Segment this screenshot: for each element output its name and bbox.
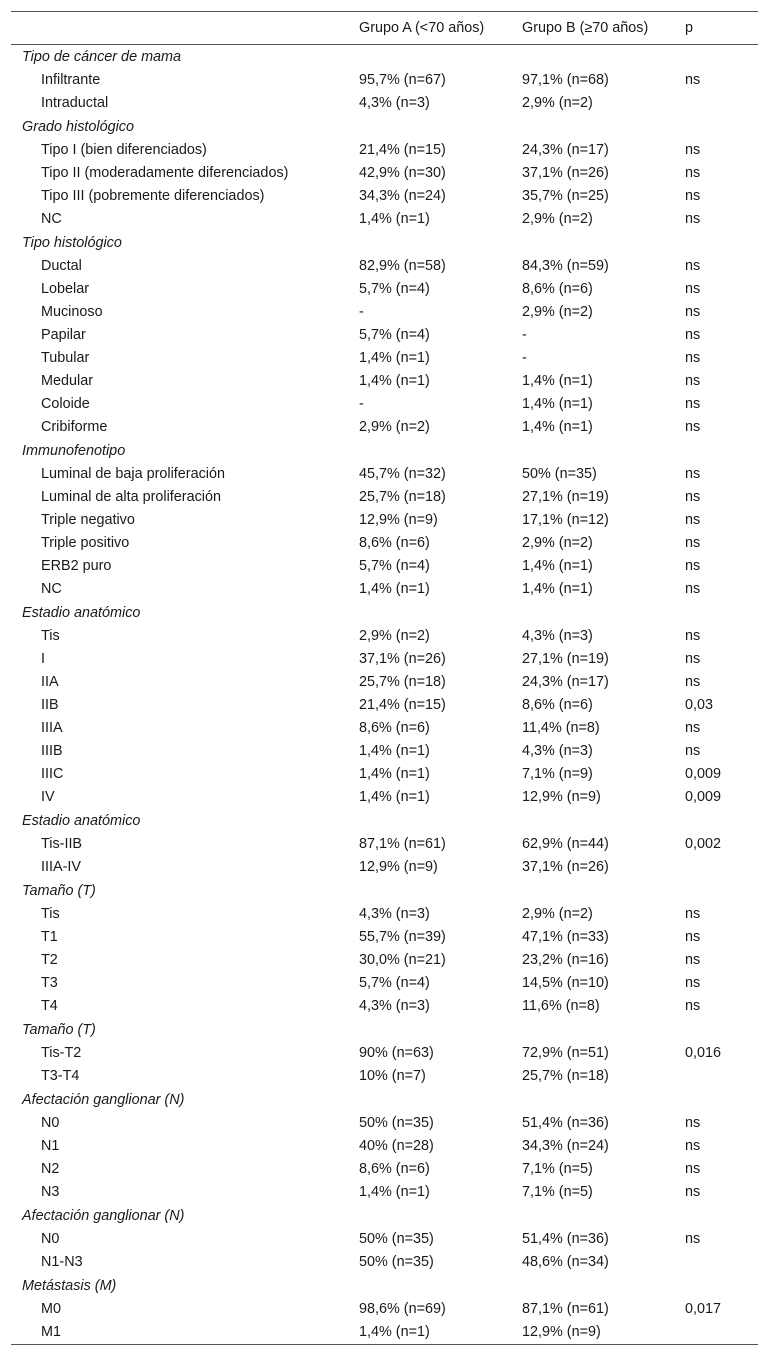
header-cell-variable [11, 12, 348, 45]
row-label: Tis [41, 628, 60, 644]
table-row [11, 1112, 758, 1135]
table-row [11, 926, 758, 949]
section-header-row [11, 439, 758, 463]
p-value: ns [685, 350, 701, 366]
group-a-value: 5,7% (n=4) [359, 281, 430, 297]
section-title: Tipo de cáncer de mama [22, 48, 182, 65]
p-value: ns [685, 258, 701, 274]
table-row [11, 1251, 758, 1274]
p-value: ns [685, 281, 701, 297]
row-label: T3 [41, 975, 58, 991]
row-label: N3 [41, 1184, 60, 1200]
group-b-value: 37,1% (n=26) [522, 859, 609, 875]
table-row [11, 1158, 758, 1181]
group-b-value: 1,4% (n=1) [522, 581, 593, 597]
table-row [11, 856, 758, 879]
table-row [11, 903, 758, 926]
table-row [11, 833, 758, 856]
group-a-value: 8,6% (n=6) [359, 1161, 430, 1177]
group-a-value: 45,7% (n=32) [359, 466, 446, 482]
p-value: ns [685, 975, 701, 991]
group-a-value: 21,4% (n=15) [359, 697, 446, 713]
p-value: 0,009 [685, 789, 722, 805]
group-a-value: 12,9% (n=9) [359, 859, 438, 875]
group-a-value: 12,9% (n=9) [359, 512, 438, 528]
p-value: ns [685, 720, 701, 736]
p-value [674, 1065, 758, 1088]
table-row [11, 416, 758, 439]
p-value: ns [685, 535, 701, 551]
row-label: N0 [41, 1115, 60, 1131]
group-b-value: 7,1% (n=5) [522, 1184, 593, 1200]
header-row [11, 12, 758, 45]
row-label: T2 [41, 952, 58, 968]
table-row [11, 509, 758, 532]
p-value: ns [685, 1161, 701, 1177]
row-label: IIIC [41, 766, 64, 782]
p-value: ns [685, 952, 701, 968]
group-a-value: 50% (n=35) [359, 1231, 434, 1247]
group-b-value: 2,9% (n=2) [522, 906, 593, 922]
group-a-value: - [359, 396, 364, 412]
table-row [11, 301, 758, 324]
p-value: ns [685, 581, 701, 597]
row-label: Coloide [41, 396, 90, 412]
group-b-value: 37,1% (n=26) [522, 165, 609, 181]
group-b-value: 27,1% (n=19) [522, 489, 609, 505]
section-title: Tamaño (T) [22, 1021, 96, 1038]
group-b-value: 11,6% (n=8) [522, 998, 600, 1014]
section-title: Estadio anatómico [22, 812, 141, 829]
section-header-row [11, 1274, 758, 1298]
row-label: T4 [41, 998, 58, 1014]
p-value: 0,016 [685, 1045, 722, 1061]
table-row [11, 671, 758, 694]
section-title: Tipo histológico [22, 234, 122, 251]
group-b-value: 11,4% (n=8) [522, 720, 600, 736]
group-b-value: 4,3% (n=3) [522, 743, 593, 759]
group-b-value: 8,6% (n=6) [522, 697, 593, 713]
p-value: ns [685, 1184, 701, 1200]
p-value: ns [685, 929, 701, 945]
group-b-value: 2,9% (n=2) [522, 535, 593, 551]
row-label: N1-N3 [41, 1254, 83, 1270]
group-a-value: 37,1% (n=26) [359, 651, 446, 667]
table-row [11, 486, 758, 509]
section-header-row [11, 231, 758, 255]
group-a-value: 10% (n=7) [359, 1068, 426, 1084]
group-b-value: 34,3% (n=24) [522, 1138, 609, 1154]
table-row [11, 1228, 758, 1251]
group-b-value: 35,7% (n=25) [522, 188, 609, 204]
table-row [11, 1181, 758, 1204]
group-b-value: 25,7% (n=18) [522, 1068, 609, 1084]
group-a-value: 8,6% (n=6) [359, 720, 430, 736]
section-header-row [11, 1204, 758, 1228]
group-b-value: 12,9% (n=9) [522, 789, 601, 805]
group-b-value: 84,3% (n=59) [522, 258, 609, 274]
group-b-value: - [522, 350, 527, 366]
row-label: Luminal de baja proliferación [41, 466, 225, 482]
table-row [11, 185, 758, 208]
group-a-value: 34,3% (n=24) [359, 188, 446, 204]
group-a-value: 4,3% (n=3) [359, 998, 430, 1014]
group-b-value: 7,1% (n=5) [522, 1161, 593, 1177]
p-value: ns [685, 419, 701, 435]
group-a-value: 95,7% (n=67) [359, 72, 446, 88]
row-label: Tis-T2 [41, 1045, 82, 1061]
p-value [674, 1251, 758, 1274]
group-a-value: 1,4% (n=1) [359, 581, 430, 597]
p-value [674, 856, 758, 879]
table-row [11, 255, 758, 278]
group-b-value: 12,9% (n=9) [511, 1321, 674, 1345]
header-cell-group-b: Grupo B (≥70 años) [511, 12, 674, 45]
group-a-value: 1,4% (n=1) [359, 743, 430, 759]
group-a-value: 50% (n=35) [359, 1254, 434, 1270]
group-a-value: 1,4% (n=1) [359, 789, 430, 805]
p-value: ns [685, 743, 701, 759]
row-label: T3-T4 [41, 1068, 80, 1084]
p-value: ns [685, 396, 701, 412]
row-label: Intraductal [41, 95, 109, 111]
p-value: ns [685, 188, 701, 204]
section-title: Grado histológico [22, 118, 134, 135]
group-b-value: 27,1% (n=19) [522, 651, 609, 667]
group-a-value: 98,6% (n=69) [359, 1301, 446, 1317]
group-b-value: 14,5% (n=10) [522, 975, 609, 991]
table-row [11, 1321, 758, 1345]
group-b-value: 1,4% (n=1) [522, 419, 593, 435]
section-title: Afectación ganglionar (N) [22, 1207, 185, 1224]
table-row [11, 949, 758, 972]
table-row [11, 717, 758, 740]
table-row [11, 555, 758, 578]
row-label: Tipo III (pobremente diferenciados) [41, 188, 265, 204]
group-a-value: 1,4% (n=1) [359, 350, 430, 366]
row-label: IIIA [41, 720, 63, 736]
row-label: NC [41, 211, 62, 227]
section-header-row [11, 601, 758, 625]
group-b-value: 7,1% (n=9) [522, 766, 593, 782]
p-value: ns [685, 304, 701, 320]
row-label: Tis-IIB [41, 836, 83, 852]
row-label: M0 [41, 1301, 61, 1317]
group-b-value: 1,4% (n=1) [522, 396, 593, 412]
group-a-value: 1,4% (n=1) [348, 1321, 511, 1345]
table-row [11, 625, 758, 648]
group-b-value: 24,3% (n=17) [522, 142, 609, 158]
row-label: Triple positivo [41, 535, 130, 551]
row-label: Tis [41, 906, 60, 922]
group-a-value: 50% (n=35) [359, 1115, 434, 1131]
p-value: ns [685, 373, 701, 389]
row-label: N1 [41, 1138, 60, 1154]
group-a-value: 82,9% (n=58) [359, 258, 446, 274]
p-value [674, 1321, 758, 1345]
row-label: Tipo I (bien diferenciados) [41, 142, 207, 158]
group-b-value: 50% (n=35) [522, 466, 597, 482]
group-b-value: 1,4% (n=1) [522, 558, 593, 574]
table-row [11, 1135, 758, 1158]
table-row [11, 740, 758, 763]
row-label: ERB2 puro [41, 558, 112, 574]
group-b-value: 2,9% (n=2) [522, 304, 593, 320]
table-row [11, 694, 758, 717]
section-header-row [11, 809, 758, 833]
group-b-value: 2,9% (n=2) [522, 95, 593, 111]
table-row [11, 1065, 758, 1088]
p-value: ns [685, 1138, 701, 1154]
table-row [11, 1298, 758, 1321]
row-label: N2 [41, 1161, 60, 1177]
group-b-value: - [522, 327, 527, 343]
group-a-value: 5,7% (n=4) [359, 558, 430, 574]
section-header-row [11, 1088, 758, 1112]
p-value [674, 92, 758, 115]
results-table [11, 11, 758, 1345]
p-value: ns [685, 211, 701, 227]
section-title: Estadio anatómico [22, 604, 141, 621]
p-value: 0,03 [685, 697, 714, 713]
p-value: ns [685, 165, 701, 181]
p-value: ns [685, 327, 701, 343]
group-a-value: 5,7% (n=4) [359, 975, 430, 991]
group-a-value: 25,7% (n=18) [359, 674, 446, 690]
table-row [11, 648, 758, 671]
table-row [11, 995, 758, 1018]
p-value: ns [685, 512, 701, 528]
p-value: ns [685, 998, 701, 1014]
row-label: Cribiforme [41, 419, 108, 435]
table-row [11, 972, 758, 995]
group-b-value: 4,3% (n=3) [522, 628, 593, 644]
group-a-value: 4,3% (n=3) [359, 906, 430, 922]
row-label: IIIB [41, 743, 63, 759]
group-b-value: 51,4% (n=36) [522, 1231, 609, 1247]
row-label: Infiltrante [41, 72, 101, 88]
table-row [11, 1042, 758, 1065]
row-label: IIB [41, 697, 59, 713]
group-a-value: 2,9% (n=2) [359, 419, 430, 435]
group-a-value: - [359, 304, 364, 320]
group-a-value: 2,9% (n=2) [359, 628, 430, 644]
p-value: ns [685, 466, 701, 482]
section-header-row [11, 115, 758, 139]
group-b-value: 62,9% (n=44) [522, 836, 609, 852]
section-title: Afectación ganglionar (N) [22, 1091, 185, 1108]
section-title: Metástasis (M) [22, 1277, 117, 1294]
section-title: Immunofenotipo [22, 442, 126, 459]
group-a-value: 5,7% (n=4) [359, 327, 430, 343]
row-label: N0 [41, 1231, 60, 1247]
group-b-value: 17,1% (n=12) [522, 512, 609, 528]
group-a-value: 40% (n=28) [359, 1138, 434, 1154]
p-value: ns [685, 628, 701, 644]
row-label: Triple negativo [41, 512, 135, 528]
group-b-value: 48,6% (n=34) [522, 1254, 609, 1270]
group-a-value: 90% (n=63) [359, 1045, 434, 1061]
table-row [11, 208, 758, 231]
header-cell-group-a: Grupo A (<70 años) [348, 12, 511, 45]
p-value: ns [685, 142, 701, 158]
group-a-value: 87,1% (n=61) [359, 836, 446, 852]
row-label: I [41, 651, 45, 667]
p-value: ns [685, 674, 701, 690]
group-a-value: 1,4% (n=1) [359, 373, 430, 389]
section-title: Tamaño (T) [22, 882, 96, 899]
section-header-row [11, 1018, 758, 1042]
group-b-value: 8,6% (n=6) [522, 281, 593, 297]
table-row [11, 763, 758, 786]
table-row [11, 162, 758, 185]
table-row [11, 92, 758, 115]
group-a-value: 1,4% (n=1) [359, 766, 430, 782]
p-value: ns [685, 1115, 701, 1131]
group-a-value: 30,0% (n=21) [359, 952, 446, 968]
section-header-row [11, 45, 758, 70]
group-a-value: 1,4% (n=1) [359, 1184, 430, 1200]
table-row [11, 324, 758, 347]
table-row [11, 463, 758, 486]
header-cell-p: p [674, 12, 758, 45]
group-b-value: 23,2% (n=16) [522, 952, 609, 968]
group-b-value: 97,1% (n=68) [522, 72, 609, 88]
row-label: IV [41, 789, 55, 805]
row-label: Lobelar [41, 281, 90, 297]
row-label: Mucinoso [41, 304, 103, 320]
group-b-value: 51,4% (n=36) [522, 1115, 609, 1131]
group-a-value: 8,6% (n=6) [359, 535, 430, 551]
table-row [11, 69, 758, 92]
row-label: IIIA-IV [41, 859, 81, 875]
group-a-value: 1,4% (n=1) [359, 211, 430, 227]
group-b-value: 72,9% (n=51) [522, 1045, 609, 1061]
row-label: Tipo II (moderadamente diferenciados) [41, 165, 289, 181]
p-value: ns [685, 558, 701, 574]
row-label: Medular [41, 373, 93, 389]
p-value: ns [685, 72, 701, 88]
table-row [11, 139, 758, 162]
row-label: NC [41, 581, 62, 597]
group-b-value: 1,4% (n=1) [522, 373, 593, 389]
group-b-value: 2,9% (n=2) [522, 211, 593, 227]
p-value: 0,017 [685, 1301, 722, 1317]
group-b-value: 24,3% (n=17) [522, 674, 609, 690]
group-a-value: 42,9% (n=30) [359, 165, 446, 181]
p-value: 0,009 [685, 766, 722, 782]
table-row [11, 393, 758, 416]
group-a-value: 55,7% (n=39) [359, 929, 446, 945]
group-a-value: 4,3% (n=3) [359, 95, 430, 111]
section-header-row [11, 879, 758, 903]
p-value: ns [685, 651, 701, 667]
row-label: Ductal [41, 258, 82, 274]
group-a-value: 25,7% (n=18) [359, 489, 446, 505]
row-label: Papilar [41, 327, 86, 343]
group-a-value: 21,4% (n=15) [359, 142, 446, 158]
row-label: IIA [41, 674, 59, 690]
group-b-value: 87,1% (n=61) [522, 1301, 609, 1317]
p-value: ns [685, 489, 701, 505]
row-label: M1 [11, 1321, 348, 1345]
p-value: ns [685, 906, 701, 922]
row-label: Luminal de alta proliferación [41, 489, 221, 505]
table-row [11, 786, 758, 809]
row-label: Tubular [41, 350, 90, 366]
row-label: T1 [41, 929, 58, 945]
group-b-value: 47,1% (n=33) [522, 929, 609, 945]
p-value: 0,002 [685, 836, 722, 852]
table-row [11, 347, 758, 370]
table-row [11, 278, 758, 301]
table-row [11, 578, 758, 601]
table-row [11, 532, 758, 555]
p-value: ns [685, 1231, 701, 1247]
table-body [11, 45, 758, 1345]
table-row [11, 370, 758, 393]
